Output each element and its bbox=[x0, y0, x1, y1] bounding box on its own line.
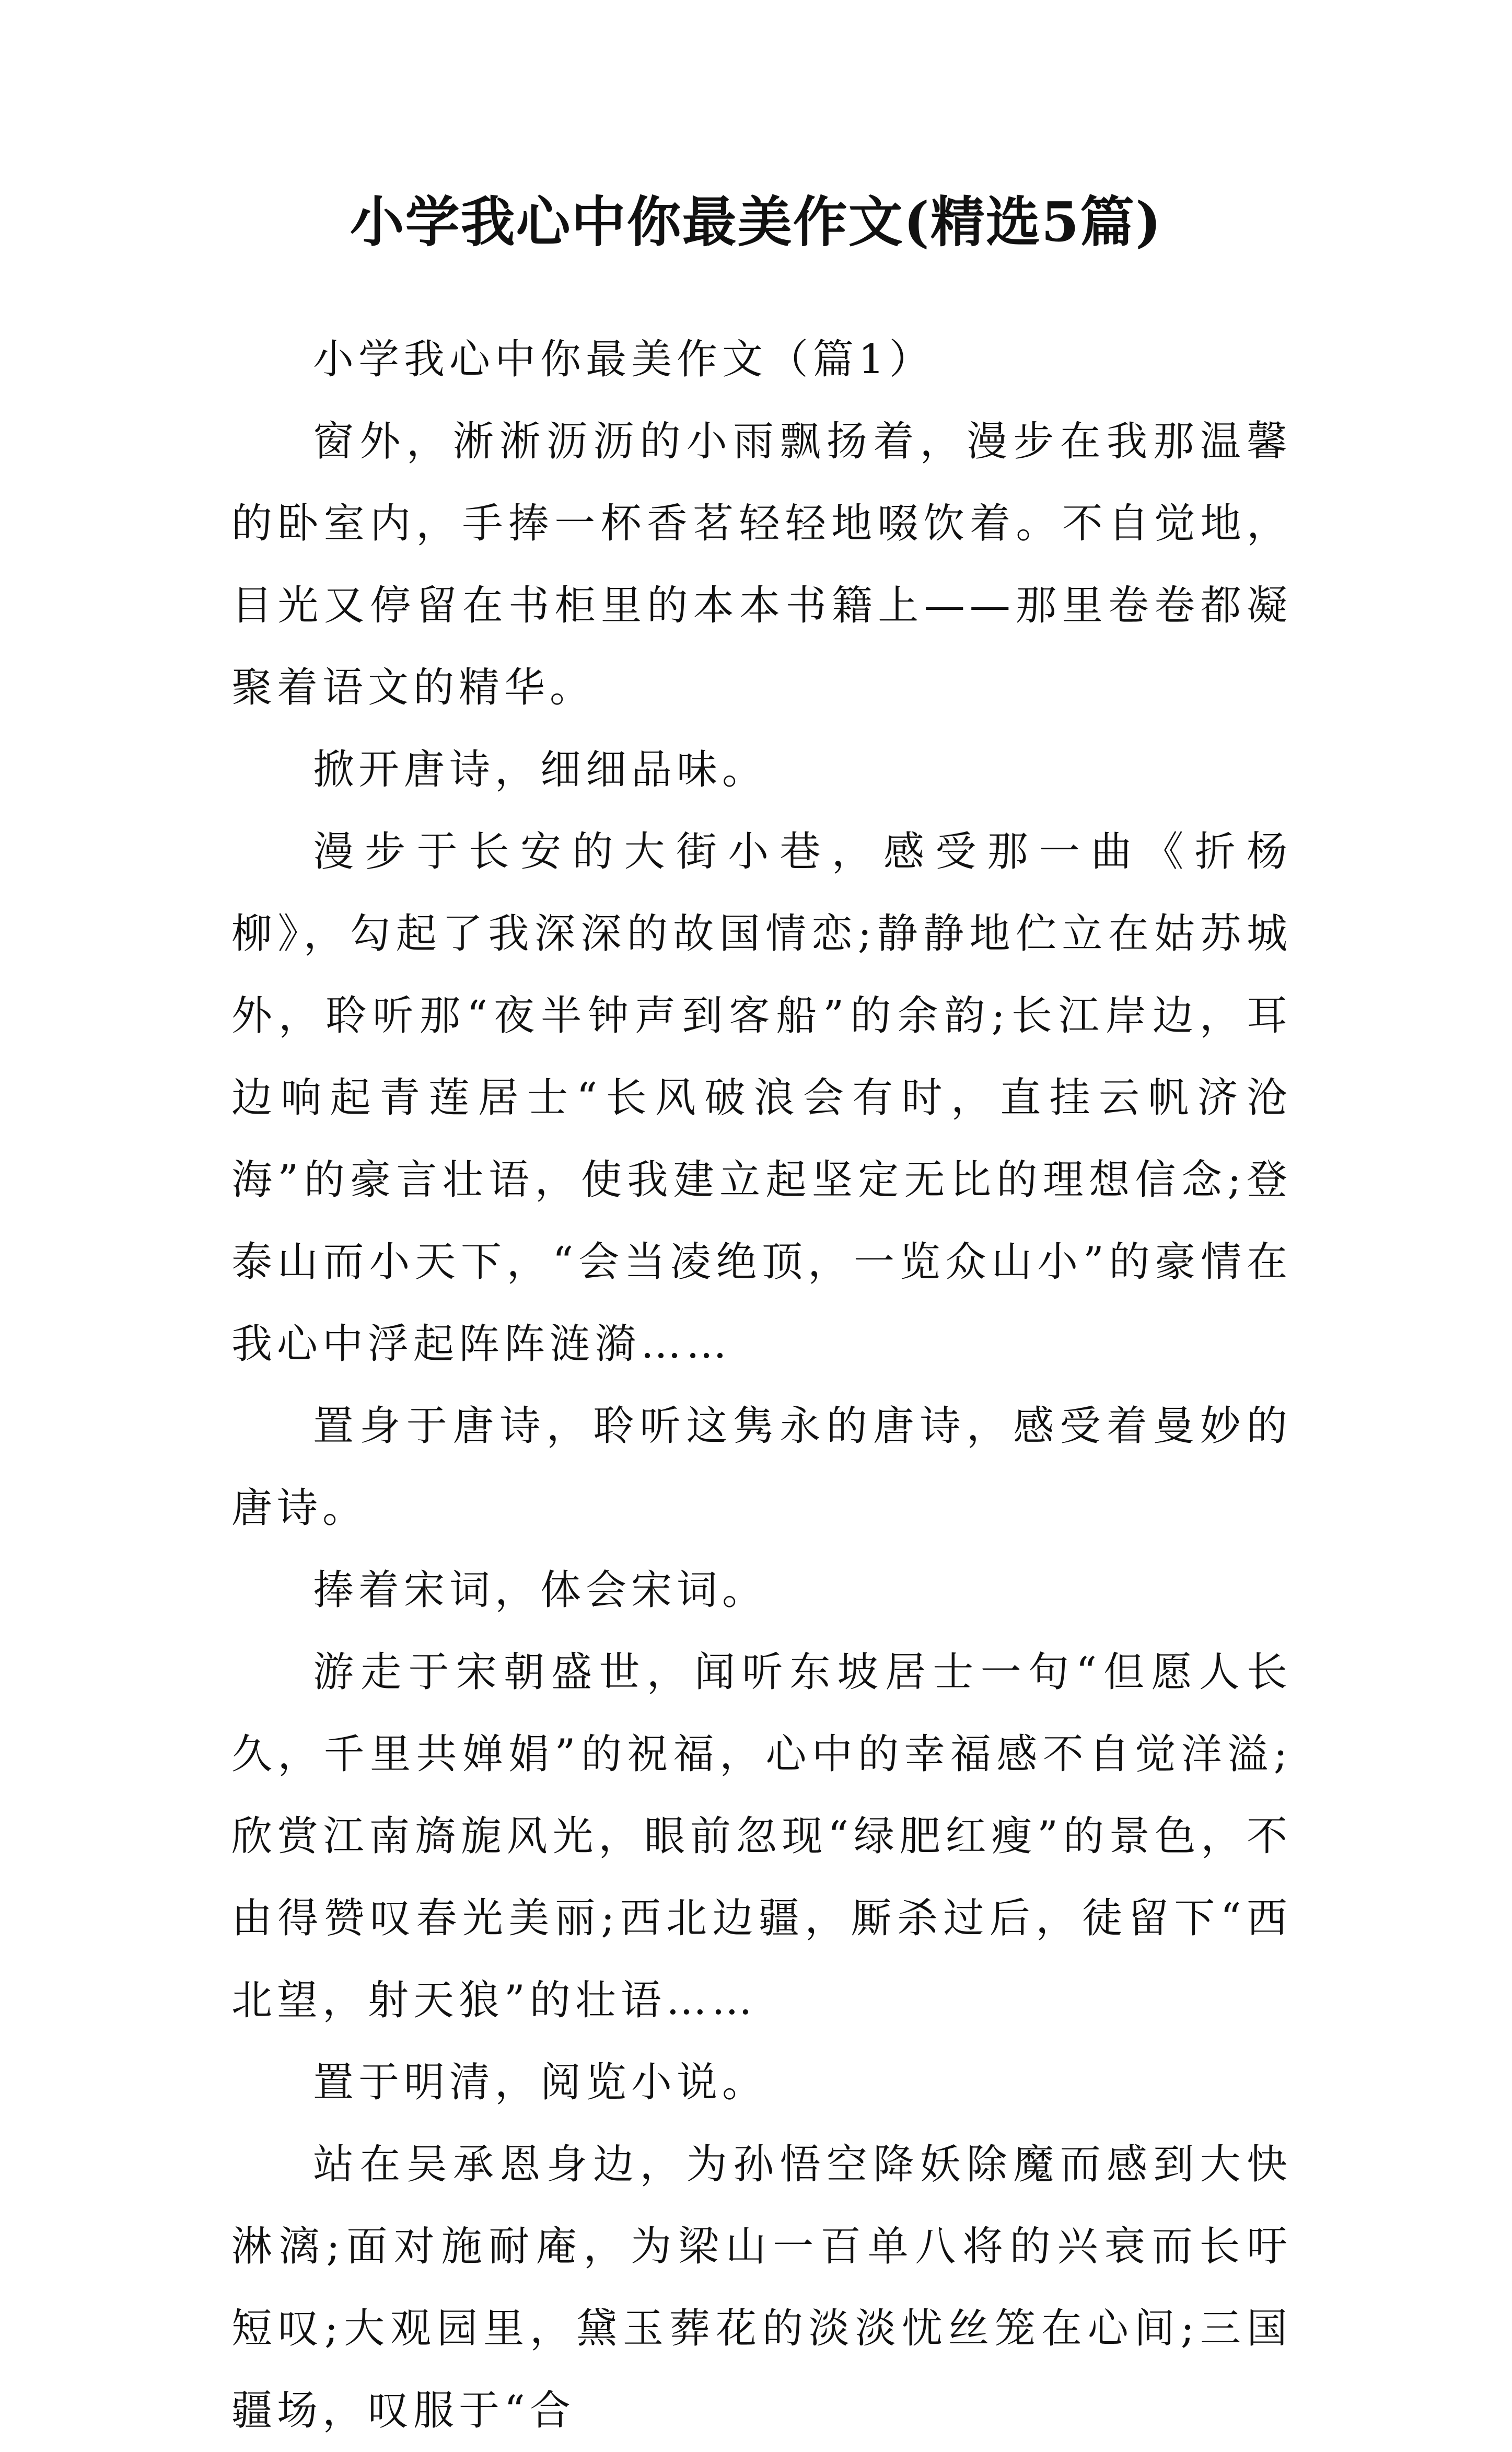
document-body bbox=[231, 319, 1292, 2452]
paragraph: 置于明清，阅览小说。 bbox=[313, 2059, 768, 2106]
paragraph: 置身于唐诗，聆听这隽永的唐诗，感受着曼妙的唐诗。 bbox=[231, 1403, 1292, 1532]
paragraph: 漫步于长安的大街小巷，感受那一曲《折杨柳》，勾起了我深深的故国情恋;静静地伫立在姑苏城外，聆听那“夜半钟声到客船”的余韵;长江岸边，耳边响起青莲居士“长风破浪会有时，直挂云帆济沧海”的豪言壮语，使我建立起坚定无比的理想信念;登泰山而小天下，“会当凌绝顶，一览众山小”的豪情在我心中浮起阵阵涟漪…… bbox=[231, 828, 1292, 1368]
paragraph: 游走于宋朝盛世，闻听东坡居士一句“但愿人长久，千里共婵娟”的祝福，心中的幸福感不自觉洋溢;欣赏江南旖旎风光，眼前忽现“绿肥红瘦”的景色，不由得赞叹春光美丽;西北边疆，厮杀过后，徒留下“西北望，射天狼”的壮语…… bbox=[231, 1649, 1292, 2024]
paragraph: 捧着宋词，体会宋词。 bbox=[313, 1567, 768, 1614]
paragraph: 掀开唐诗，细细品味。 bbox=[313, 746, 768, 793]
document-title: 小学我心中你最美作文(精选5篇) bbox=[350, 190, 1162, 254]
heading-paragraph: 小学我心中你最美作文（篇1） bbox=[313, 336, 935, 383]
paragraph: 窗外，淅淅沥沥的小雨飘扬着，漫步在我那温馨的卧室内，手捧一杯香茗轻轻地啜饮着。不自觉地，目光又停留在书柜里的本本书籍上——那里卷卷都凝聚着语文的精华。 bbox=[231, 418, 1292, 711]
paragraph: 站在吴承恩身边，为孙悟空降妖除魔而感到大快淋漓;面对施耐庵，为梁山一百单八将的兴衰而长吁短叹;大观园里，黛玉葬花的淡淡忧丝笼在心间;三国疆场，叹服于“合 bbox=[231, 2141, 1292, 2434]
